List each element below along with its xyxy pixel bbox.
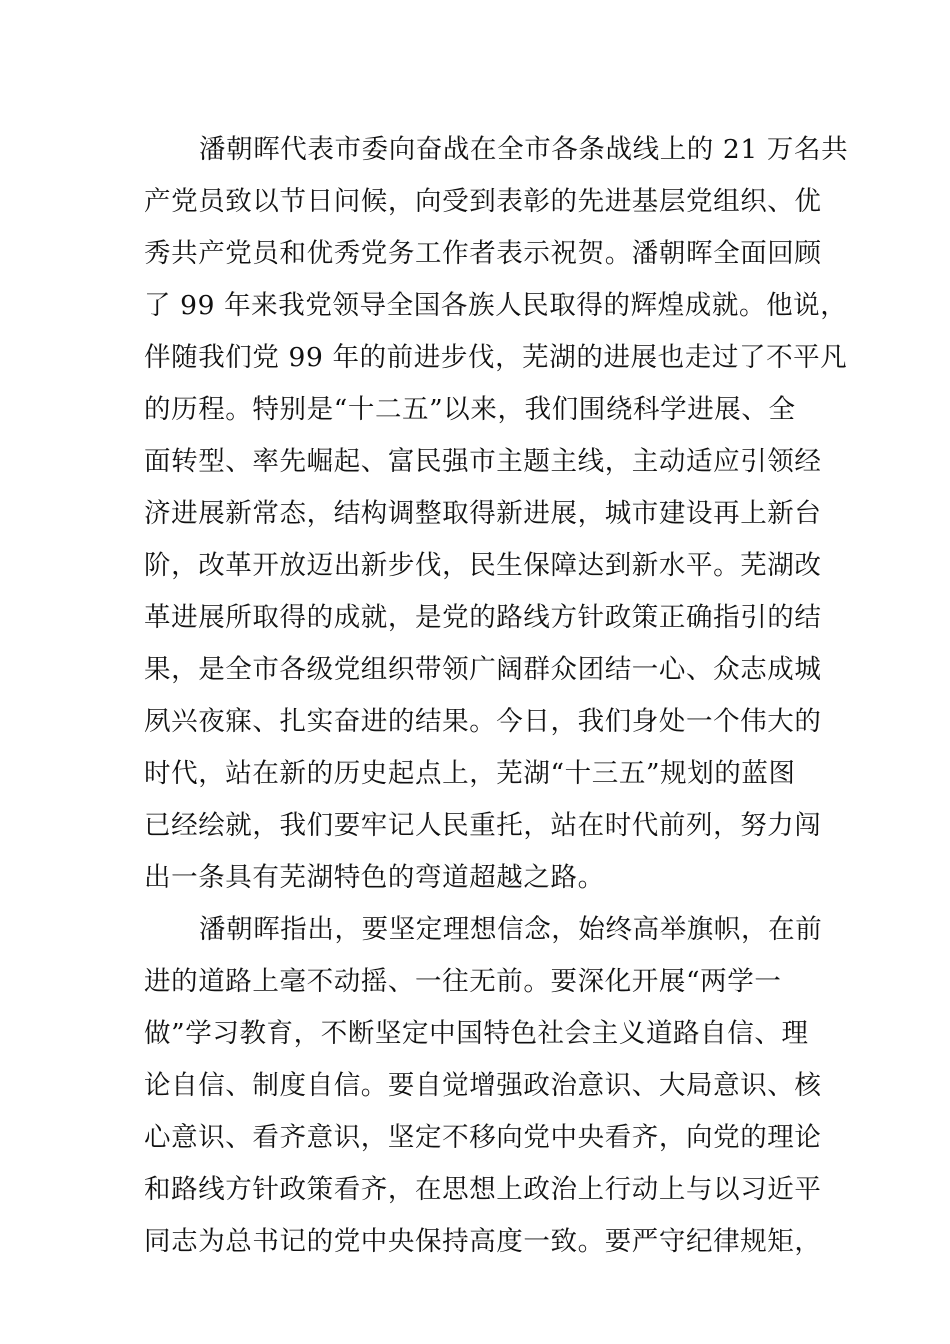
paragraph-2	[144, 904, 823, 1268]
text-line: 潘朝晖代表市委向奋战在全市各条战线上的 21 万名共	[199, 134, 849, 165]
text-line: 已经绘就，我们要牢记人民重托，站在时代前列，努力闯	[144, 810, 822, 841]
text-line: 伴随我们党 99 年的前进步伐，芜湖的进展也走过了不平凡	[144, 342, 848, 373]
text-line: 面转型、率先崛起、富民强市主题主线，主动适应引领经	[144, 446, 822, 477]
text-line: 果，是全市各级党组织带领广阔群众团结一心、众志成城	[144, 654, 822, 685]
text-line: 心意识、看齐意识，坚定不移向党中央看齐，向党的理论	[144, 1122, 822, 1153]
text-line: 秀共产党员和优秀党务工作者表示祝贺。潘朝晖全面回顾	[144, 238, 822, 269]
text-line: 同志为总书记的党中央保持高度一致。要严守纪律规矩，	[144, 1226, 822, 1257]
text-line: 革进展所取得的成就，是党的路线方针政策正确指引的结	[144, 602, 822, 633]
text-line: 进的道路上毫不动摇、一往无前。要深化开展“两学一	[144, 966, 782, 997]
text-line: 的历程。特别是“十二五”以来，我们围绕科学进展、全	[144, 394, 796, 425]
text-line: 做”学习教育，不断坚定中国特色社会主义道路自信、理	[144, 1018, 809, 1049]
text-line: 论自信、制度自信。要自觉增强政治意识、大局意识、核	[144, 1070, 822, 1101]
text-line: 了 99 年来我党领导全国各族人民取得的辉煌成就。他说，	[144, 290, 848, 321]
paragraph-1	[144, 124, 849, 904]
text-line: 时代，站在新的历史起点上，芜湖“十三五”规划的蓝图	[144, 758, 796, 789]
document-body	[144, 124, 849, 1268]
text-line: 阶，改革开放迈出新步伐，民生保障达到新水平。芜湖改	[144, 550, 822, 581]
text-line: 夙兴夜寐、扎实奋进的结果。今日，我们身处一个伟大的	[144, 706, 822, 737]
text-line: 出一条具有芜湖特色的弯道超越之路。	[144, 862, 605, 893]
text-line: 产党员致以节日问候，向受到表彰的先进基层党组织、优	[144, 186, 822, 217]
text-line: 潘朝晖指出，要坚定理想信念，始终高举旗帜，在前	[199, 914, 823, 945]
text-line: 济进展新常态，结构调整取得新进展，城市建设再上新台	[144, 498, 822, 529]
text-line: 和路线方针政策看齐，在思想上政治上行动上与以习近平	[144, 1174, 822, 1205]
